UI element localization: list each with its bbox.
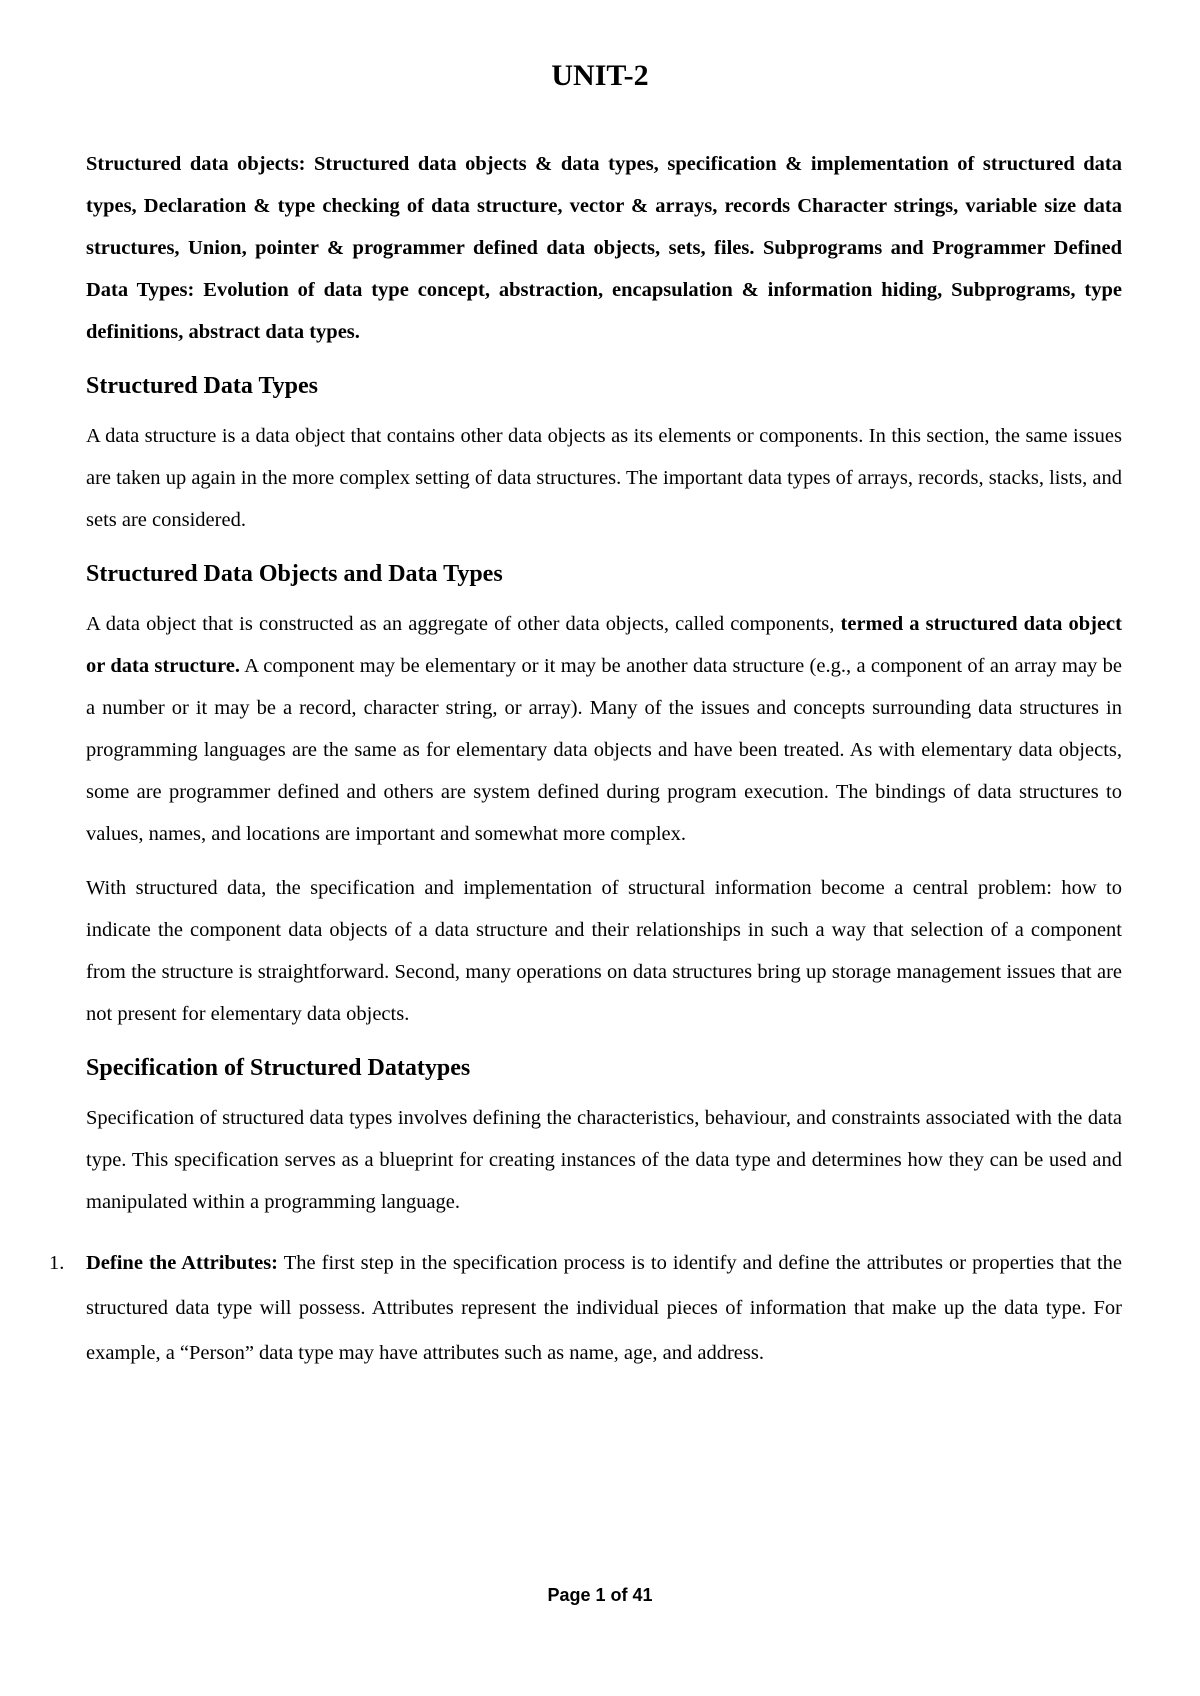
specification-steps-list xyxy=(49,1241,1123,1376)
syllabus-label-subprograms: Subprograms and Programmer Defined Data Types: xyxy=(86,237,1123,301)
list-item xyxy=(49,1241,1123,1376)
footer-total-pages: 41 xyxy=(632,1585,653,1605)
paragraph-structured-data-problem: With structured data, the specification and implementation of structural information become a central problem: how to indicate the component data objects of a data structure and their relationships in such a way that selection of a component from the structure is straightforward. Second, many operations on data structures bring up storage management issues that are not present for elementary data objects. xyxy=(86,877,1122,1025)
heading-structured-data-types: Structured Data Types xyxy=(86,373,319,399)
page-content xyxy=(49,143,1123,1376)
heading-specification: Specification of Structured Datatypes xyxy=(86,1055,471,1081)
paragraph-structured-data-objects xyxy=(86,603,1122,855)
footer-of-label: of xyxy=(610,1585,628,1605)
footer-page-label: Page xyxy=(547,1585,591,1605)
list-item-term: Define the Attributes: xyxy=(86,1252,279,1274)
list-item-number: 1. xyxy=(49,1252,65,1274)
syllabus-label-structured: Structured data objects: xyxy=(86,153,306,175)
list-item-text: The first step in the specification process is to identify and define the attributes or properties that the structured data type will possess. Attributes represent the individual pieces of information that make up the data type. For example, a “Person” data type may have attributes such as name, age, and address. xyxy=(86,1252,1123,1364)
syllabus-structured-text: Structured data objects & data types, specification & implementation of structured data types, Declaration & type checking of data structure, vector & arrays, records Character strings, variable size data structures, Union, pointer & programmer defined data objects, sets, files. xyxy=(86,153,1123,259)
paragraph-structured-data-types: A data structure is a data object that contains other data objects as its elements or components. In this section, the same issues are taken up again in the more complex setting of data structures. The important data types of arrays, records, stacks, lists, and sets are considered. xyxy=(86,425,1122,531)
heading-structured-data-objects: Structured Data Objects and Data Types xyxy=(86,561,503,587)
paragraph-text-start: A data object that is constructed as an aggregate of other data objects, called components, xyxy=(86,613,841,635)
syllabus-subprograms-text: Evolution of data type concept, abstraction, encapsulation & information hiding, Subprograms, type definitions, abstract data types. xyxy=(86,279,1123,343)
bold-definition-text: termed a structured data object or data structure. xyxy=(86,613,1122,677)
paragraph-specification: Specification of structured data types involves defining the characteristics, behaviour, and constraints associated with the data type. This specification serves as a blueprint for creating instances of the data type and determines how they can be used and manipulated within a programming language. xyxy=(86,1107,1122,1213)
page-footer xyxy=(0,1583,1200,1607)
footer-page-number: 1 xyxy=(595,1585,606,1605)
syllabus-paragraph xyxy=(86,143,1122,353)
paragraph-text-end: A component may be elementary or it may be another data structure (e.g., a component of an array may be a number or it may be a record, character string, or array). Many of the issues and concepts surrounding data structures in programming languages are the same as for elementary data objects and have been treated. As with elementary data objects, some are programmer defined and others are system defined during program execution. The bindings of data structures to values, names, and locations are important and somewhat more complex. xyxy=(86,655,1123,845)
unit-title: UNIT-2 xyxy=(551,59,649,92)
